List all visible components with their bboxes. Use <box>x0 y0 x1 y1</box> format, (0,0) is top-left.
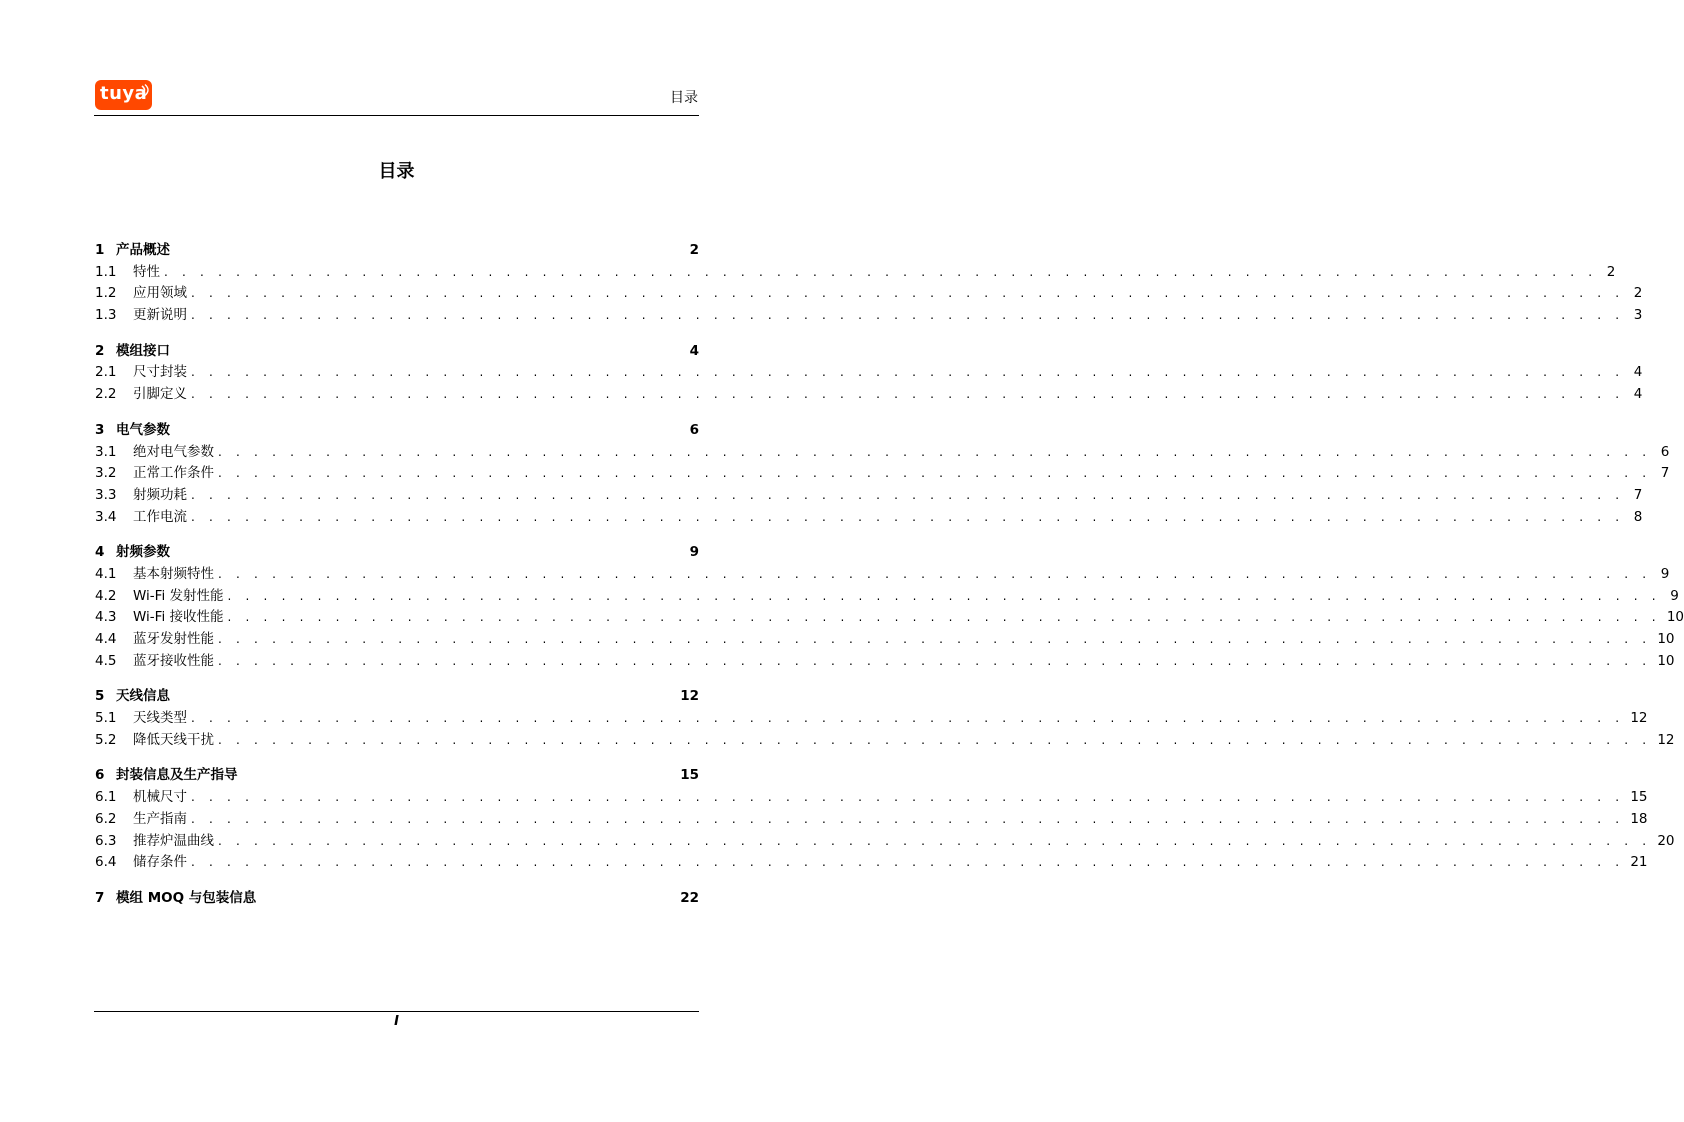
toc-entry[interactable] <box>95 586 1679 608</box>
toc-section-entry[interactable] <box>95 240 699 262</box>
tuya-logo <box>95 80 152 110</box>
toc-section-number: 6 <box>95 767 105 784</box>
toc-entry-title: 正常工作条件 <box>133 465 214 482</box>
toc-leader-dots: . . . . . . . . . . . . . . . . . . . . . . . . . . . . . . . . . . . . . . . . . . . . . . . . . . . . . . . . . . . . . . . . . . . . . . . . . . . . . . . . <box>164 264 1598 279</box>
toc-entry-page: 21 <box>1630 854 1648 871</box>
toc-entry-page: 18 <box>1630 810 1648 827</box>
toc-entry[interactable] <box>95 809 1648 831</box>
toc-leader-dots: . . . . . . . . . . . . . . . . . . . . . . . . . . . . . . . . . . . . . . . . . . . . . . . . . . . . . . . . . . . . . . . . . . . . . . . . . . . . . . . . <box>191 509 1625 524</box>
toc-entry-title: 基本射频特性 <box>133 565 214 582</box>
toc-leader-dots: . . . . . . . . . . . . . . . . . . . . . . . . . . . . . . . . . . . . . . . . . . . . . . . . . . . . . . . . . . . . . . . . . . . . . . . . . . . . . . . . <box>191 790 1625 805</box>
toc-entry-page: 9 <box>1660 565 1670 582</box>
toc-entry-page: 12 <box>1657 731 1675 748</box>
toc-section <box>95 341 1643 406</box>
toc-entry-page: 8 <box>1633 508 1643 525</box>
toc-section-title: 封装信息及生产指导 <box>116 767 238 784</box>
page-title: 目录 <box>378 161 415 182</box>
toc-entry-title: 引脚定义 <box>133 386 187 403</box>
toc-section-number: 3 <box>95 421 105 438</box>
toc-leader-dots: . . . . . . . . . . . . . . . . . . . . . . . . . . . . . . . . . . . . . . . . . . . . . . . . . . . . . . . . . . . . . . . . . . . . . . . . . . . . . . . . <box>191 855 1625 870</box>
toc-section <box>95 542 1684 672</box>
toc-section-number: 1 <box>95 242 105 258</box>
toc-entry-number: 6.2 <box>95 810 117 827</box>
toc-section <box>95 888 699 910</box>
toc-entry-page: 9 <box>1670 587 1679 604</box>
toc-entry-number: 4.5 <box>95 652 117 669</box>
toc-section-title: 天线信息 <box>116 688 170 705</box>
toc-section-entry[interactable] <box>95 341 699 363</box>
toc-section-title: 电气参数 <box>116 421 170 438</box>
toc-section-number: 4 <box>95 544 105 561</box>
toc-entry-title: 降低天线干扰 <box>133 731 214 748</box>
toc-entry-number: 3.4 <box>95 508 117 525</box>
toc-entry-page: 3 <box>1633 307 1643 324</box>
toc-entry[interactable] <box>95 787 1648 809</box>
toc-entry-number: 1.3 <box>95 307 117 324</box>
toc-leader-dots: . . . . . . . . . . . . . . . . . . . . . . . . . . . . . . . . . . . . . . . . . . . . . . . . . . . . . . . . . . . . . . . . . . . . . . . . . . . . . . . . <box>191 487 1625 502</box>
toc-entry-page: 7 <box>1660 465 1670 482</box>
table-of-contents <box>95 240 1684 924</box>
toc-leader-dots: . . . . . . . . . . . . . . . . . . . . . . . . . . . . . . . . . . . . . . . . . . . . . . . . . . . . . . . . . . . . . . . . . . . . . . . . . . . . . . . . <box>227 610 1661 625</box>
toc-entry-title: 储存条件 <box>133 854 187 871</box>
toc-entry-title: 蓝牙发射性能 <box>133 631 214 647</box>
toc-entry[interactable] <box>95 384 1643 406</box>
toc-entry-page: 2 <box>1633 285 1643 302</box>
toc-entry-page: 4 <box>1633 364 1643 381</box>
toc-leader-dots: . . . . . . . . . . . . . . . . . . . . . . . . . . . . . . . . . . . . . . . . . . . . . . . . . . . . . . . . . . . . . . . . . . . . . . . . . . . . . . . . <box>191 308 1625 323</box>
toc-leader-dots: . . . . . . . . . . . . . . . . . . . . . . . . . . . . . . . . . . . . . . . . . . . . . . . . . . . . . . . . . . . . . . . . . . . . . . . . . . . . . . . . <box>218 732 1652 747</box>
toc-entry[interactable] <box>95 708 1648 730</box>
toc-entry-title: 更新说明 <box>133 307 187 324</box>
toc-section-title: 产品概述 <box>116 242 170 258</box>
toc-section-number: 2 <box>95 342 105 359</box>
toc-entry[interactable] <box>95 730 1675 752</box>
toc-entry-title: 机械尺寸 <box>133 789 187 806</box>
toc-entry-title: 工作电流 <box>133 508 187 525</box>
toc-section <box>95 765 1675 873</box>
logo-text: tuya <box>100 83 148 104</box>
toc-entry[interactable] <box>95 831 1675 853</box>
toc-section-entry[interactable] <box>95 420 699 442</box>
toc-entry-title: 尺寸封装 <box>133 364 187 381</box>
toc-section-title: 模组 MOQ 与包装信息 <box>116 889 257 906</box>
toc-section-number: 5 <box>95 688 105 705</box>
toc-entry-page: 7 <box>1633 486 1643 503</box>
toc-leader-dots: . . . . . . . . . . . . . . . . . . . . . . . . . . . . . . . . . . . . . . . . . . . . . . . . . . . . . . . . . . . . . . . . . . . . . . . . . . . . . . . . <box>191 286 1625 301</box>
toc-leader-dots: . . . . . . . . . . . . . . . . . . . . . . . . . . . . . . . . . . . . . . . . . . . . . . . . . . . . . . . . . . . . . . . . . . . . . . . . . . . . . . . . <box>218 833 1652 848</box>
toc-entry-number: 6.1 <box>95 789 117 806</box>
toc-section-entry[interactable] <box>95 888 699 910</box>
toc-entry-title: Wi-Fi 发射性能 <box>133 587 224 604</box>
toc-entry-page: 10 <box>1657 631 1675 647</box>
toc-entry-page: 15 <box>1630 789 1648 806</box>
toc-entry-title: 生产指南 <box>133 810 187 827</box>
toc-entry-title: 蓝牙接收性能 <box>133 652 214 669</box>
toc-leader-dots: . . . . . . . . . . . . . . . . . . . . . . . . . . . . . . . . . . . . . . . . . . . . . . . . . . . . . . . . . . . . . . . . . . . . . . . . . . . . . . . . <box>191 365 1625 380</box>
toc-section-entry[interactable] <box>95 765 699 787</box>
toc-entry-number: 1.2 <box>95 285 117 302</box>
toc-entry-title: 射频功耗 <box>133 486 187 503</box>
toc-leader-dots: . . . . . . . . . . . . . . . . . . . . . . . . . . . . . . . . . . . . . . . . . . . . . . . . . . . . . . . . . . . . . . . . . . . . . . . . . . . . . . . . <box>218 466 1652 481</box>
toc-entry-number: 4.3 <box>95 609 117 626</box>
toc-entry-page: 12 <box>1630 710 1648 727</box>
toc-entry-title: 特性 <box>133 263 160 280</box>
toc-section-page: 22 <box>680 889 699 906</box>
toc-leader-dots: . . . . . . . . . . . . . . . . . . . . . . . . . . . . . . . . . . . . . . . . . . . . . . . . . . . . . . . . . . . . . . . . . . . . . . . . . . . . . . . . <box>218 444 1652 459</box>
toc-entry-title: 应用领域 <box>133 285 187 302</box>
toc-section <box>95 420 1670 528</box>
toc-entry-number: 2.1 <box>95 364 117 381</box>
toc-entry[interactable] <box>95 564 1670 586</box>
toc-leader-dots: . . . . . . . . . . . . . . . . . . . . . . . . . . . . . . . . . . . . . . . . . . . . . . . . . . . . . . . . . . . . . . . . . . . . . . . . . . . . . . . . <box>227 588 1661 603</box>
toc-entry[interactable] <box>95 607 1684 629</box>
toc-section <box>95 686 1675 751</box>
toc-entry-number: 4.2 <box>95 587 117 604</box>
toc-entry-number: 3.1 <box>95 443 117 460</box>
toc-entry-number: 6.4 <box>95 854 117 871</box>
toc-entry[interactable] <box>95 463 1670 485</box>
toc-leader-dots: . . . . . . . . . . . . . . . . . . . . . . . . . . . . . . . . . . . . . . . . . . . . . . . . . . . . . . . . . . . . . . . . . . . . . . . . . . . . . . . . <box>218 632 1652 646</box>
toc-entry-number: 4.1 <box>95 565 117 582</box>
toc-entry-number: 6.3 <box>95 832 117 849</box>
toc-entry-title: Wi-Fi 接收性能 <box>133 609 224 626</box>
toc-section-entry[interactable] <box>95 542 699 564</box>
toc-section-number: 7 <box>95 889 105 906</box>
toc-entry[interactable] <box>95 629 1675 651</box>
footer-divider <box>94 1011 699 1012</box>
toc-section-page: 15 <box>680 767 699 784</box>
toc-entry-page: 20 <box>1657 832 1675 849</box>
toc-entry[interactable] <box>95 362 1643 384</box>
toc-entry-number: 4.4 <box>95 631 117 647</box>
toc-leader-dots: . . . . . . . . . . . . . . . . . . . . . . . . . . . . . . . . . . . . . . . . . . . . . . . . . . . . . . . . . . . . . . . . . . . . . . . . . . . . . . . . <box>218 566 1652 581</box>
toc-entry[interactable] <box>95 507 1643 529</box>
header-title: 目录 <box>670 90 698 106</box>
toc-section-page: 9 <box>689 544 699 561</box>
wifi-wave-icon <box>141 84 150 96</box>
toc-entry[interactable] <box>95 852 1648 874</box>
toc-section-page: 4 <box>689 342 699 359</box>
toc-entry[interactable] <box>95 305 1643 327</box>
toc-entry-number: 5.2 <box>95 731 117 748</box>
toc-entry[interactable] <box>95 651 1675 673</box>
toc-entry-number: 3.2 <box>95 465 117 482</box>
toc-leader-dots: . . . . . . . . . . . . . . . . . . . . . . . . . . . . . . . . . . . . . . . . . . . . . . . . . . . . . . . . . . . . . . . . . . . . . . . . . . . . . . . . <box>191 811 1625 826</box>
toc-section <box>95 240 1643 327</box>
toc-section-page: 12 <box>680 688 699 705</box>
toc-entry[interactable] <box>95 442 1670 464</box>
toc-section-page: 2 <box>689 242 699 258</box>
toc-leader-dots: . . . . . . . . . . . . . . . . . . . . . . . . . . . . . . . . . . . . . . . . . . . . . . . . . . . . . . . . . . . . . . . . . . . . . . . . . . . . . . . . <box>218 653 1652 668</box>
toc-entry-page: 10 <box>1666 609 1684 626</box>
toc-entry-page: 4 <box>1633 386 1643 403</box>
toc-entry-page: 2 <box>1606 263 1616 280</box>
toc-entry[interactable] <box>95 283 1643 305</box>
toc-leader-dots: . . . . . . . . . . . . . . . . . . . . . . . . . . . . . . . . . . . . . . . . . . . . . . . . . . . . . . . . . . . . . . . . . . . . . . . . . . . . . . . . <box>191 711 1625 726</box>
header-divider <box>94 115 699 116</box>
toc-section-page: 6 <box>689 421 699 438</box>
toc-entry-page: 6 <box>1660 443 1670 460</box>
toc-entry-number: 5.1 <box>95 710 117 727</box>
toc-entry-number: 1.1 <box>95 263 117 280</box>
toc-entry-title: 天线类型 <box>133 710 187 727</box>
toc-entry[interactable] <box>95 262 1616 284</box>
toc-entry-title: 绝对电气参数 <box>133 443 214 460</box>
footer-page-number: I <box>394 1014 399 1029</box>
toc-section-title: 射频参数 <box>116 544 170 561</box>
toc-entry[interactable] <box>95 485 1643 507</box>
toc-entry-page: 10 <box>1657 652 1675 669</box>
toc-leader-dots: . . . . . . . . . . . . . . . . . . . . . . . . . . . . . . . . . . . . . . . . . . . . . . . . . . . . . . . . . . . . . . . . . . . . . . . . . . . . . . . . <box>191 387 1625 402</box>
toc-section-title: 模组接口 <box>116 342 170 359</box>
toc-entry-title: 推荐炉温曲线 <box>133 832 214 849</box>
toc-entry-number: 3.3 <box>95 486 117 503</box>
toc-section-entry[interactable] <box>95 686 699 708</box>
toc-entry-number: 2.2 <box>95 386 117 403</box>
